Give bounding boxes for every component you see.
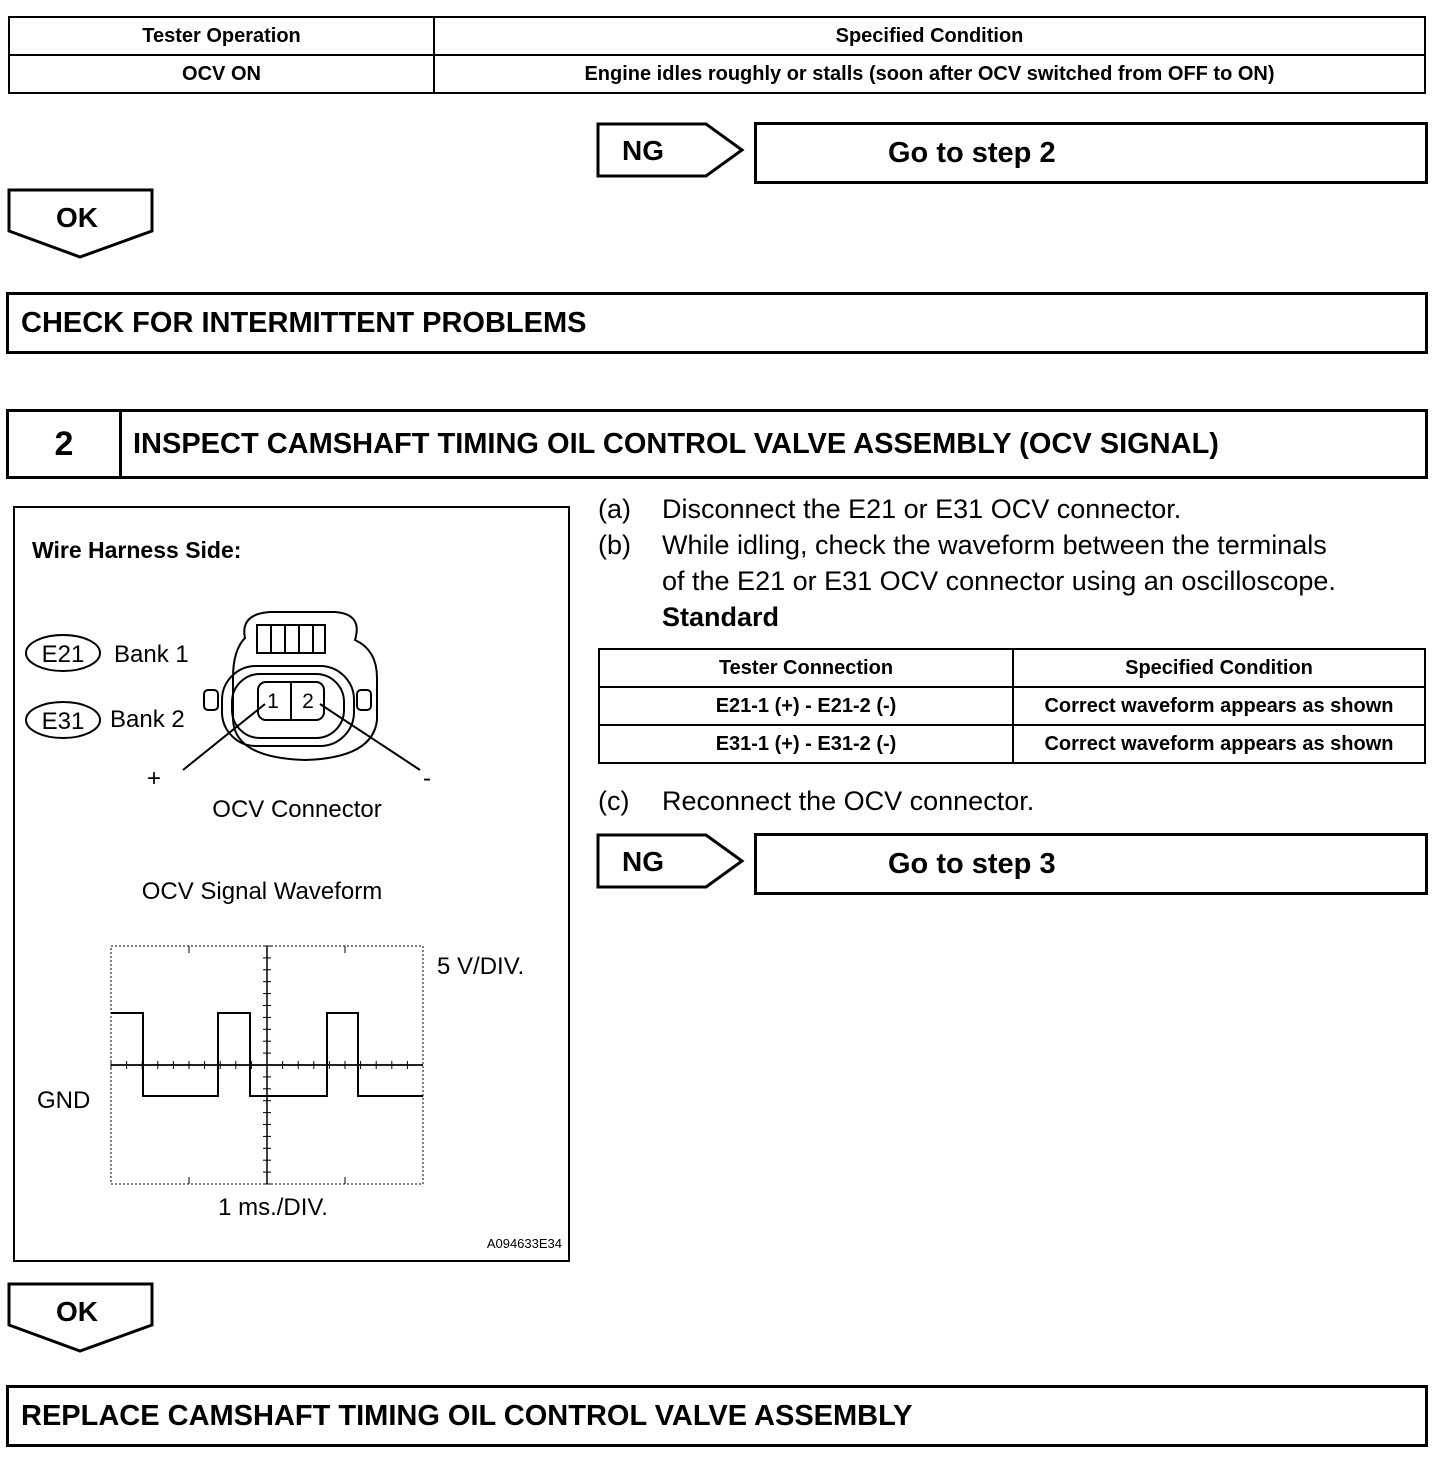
e31-label: E31 xyxy=(41,708,85,735)
check-intermittent-title: CHECK FOR INTERMITTENT PROBLEMS xyxy=(6,292,1428,354)
replace-ocv-title: REPLACE CAMSHAFT TIMING OIL CONTROL VALVE ASSEMBLY xyxy=(6,1385,1428,1447)
figure-id: A094633E34 xyxy=(486,1236,562,1251)
tester-operation-table xyxy=(8,16,1426,94)
ng-arrow-2[interactable] xyxy=(596,833,748,893)
figure-panel xyxy=(13,506,570,1262)
e21-label: E21 xyxy=(41,641,85,668)
ng-arrow-1[interactable] xyxy=(596,122,748,182)
ok-arrow-2[interactable] xyxy=(6,1281,156,1355)
gnd-label: GND xyxy=(37,1087,91,1114)
ok-arrow-1[interactable] xyxy=(6,187,156,261)
step2-header xyxy=(6,409,1428,479)
marker-a: (a) xyxy=(598,494,631,524)
cell-e31-connection: E31-1 (+) - E31-2 (-) xyxy=(599,725,1013,763)
terminal-1: 1 xyxy=(267,690,279,713)
go-to-step-2-box[interactable]: Go to step 2 xyxy=(754,122,1428,184)
ok-label-2: OK xyxy=(56,1296,98,1327)
standard-label: Standard xyxy=(662,602,780,632)
ng-label-2: NG xyxy=(622,846,664,877)
minus-label: - xyxy=(423,765,431,792)
header-tester-connection: Tester Connection xyxy=(599,649,1013,687)
cell-e21-condition: Correct waveform appears as shown xyxy=(1013,687,1425,725)
ocv-connector-icon xyxy=(204,612,377,760)
plus-label: + xyxy=(147,765,162,792)
figure-drawing xyxy=(15,508,568,1260)
text-a: Disconnect the E21 or E31 OCV connector. xyxy=(662,494,1182,524)
time-div-label: 1 ms./DIV. xyxy=(218,1194,328,1221)
header-specified-condition: Specified Condition xyxy=(434,17,1425,55)
standard-table xyxy=(598,648,1426,764)
text-c: Reconnect the OCV connector. xyxy=(662,786,1035,816)
minus-leader xyxy=(320,704,420,770)
cell-e31-condition: Correct waveform appears as shown xyxy=(1013,725,1425,763)
ok-label-1: OK xyxy=(56,202,98,233)
header-tester-operation: Tester Operation xyxy=(9,17,434,55)
marker-b: (b) xyxy=(598,530,631,560)
volts-div-label: 5 V/DIV. xyxy=(437,953,525,980)
text-b-line2: of the E21 or E31 OCV connector using an oscilloscope. xyxy=(662,566,1336,596)
go-to-step-3-box[interactable]: Go to step 3 xyxy=(754,833,1428,895)
terminal-2: 2 xyxy=(302,690,314,713)
figure-heading: Wire Harness Side: xyxy=(32,537,242,563)
cell-condition: Engine idles roughly or stalls (soon after OCV switched from OFF to ON) xyxy=(434,55,1425,93)
step2-title: INSPECT CAMSHAFT TIMING OIL CONTROL VALVE ASSEMBLY (OCV SIGNAL) xyxy=(133,428,1219,460)
waveform-title: OCV Signal Waveform xyxy=(141,878,383,905)
connector-caption: OCV Connector xyxy=(212,796,382,823)
bank2-label: Bank 2 xyxy=(110,706,185,733)
ng-label-1: NG xyxy=(622,135,664,166)
bank1-label: Bank 1 xyxy=(114,641,189,668)
cell-ocv-on: OCV ON xyxy=(9,55,434,93)
marker-c: (c) xyxy=(598,786,630,816)
step-number: 2 xyxy=(9,412,122,476)
text-b-line1: While idling, check the waveform between the terminals xyxy=(662,530,1327,560)
header-specified-condition-2: Specified Condition xyxy=(1013,649,1425,687)
cell-e21-connection: E21-1 (+) - E21-2 (-) xyxy=(599,687,1013,725)
